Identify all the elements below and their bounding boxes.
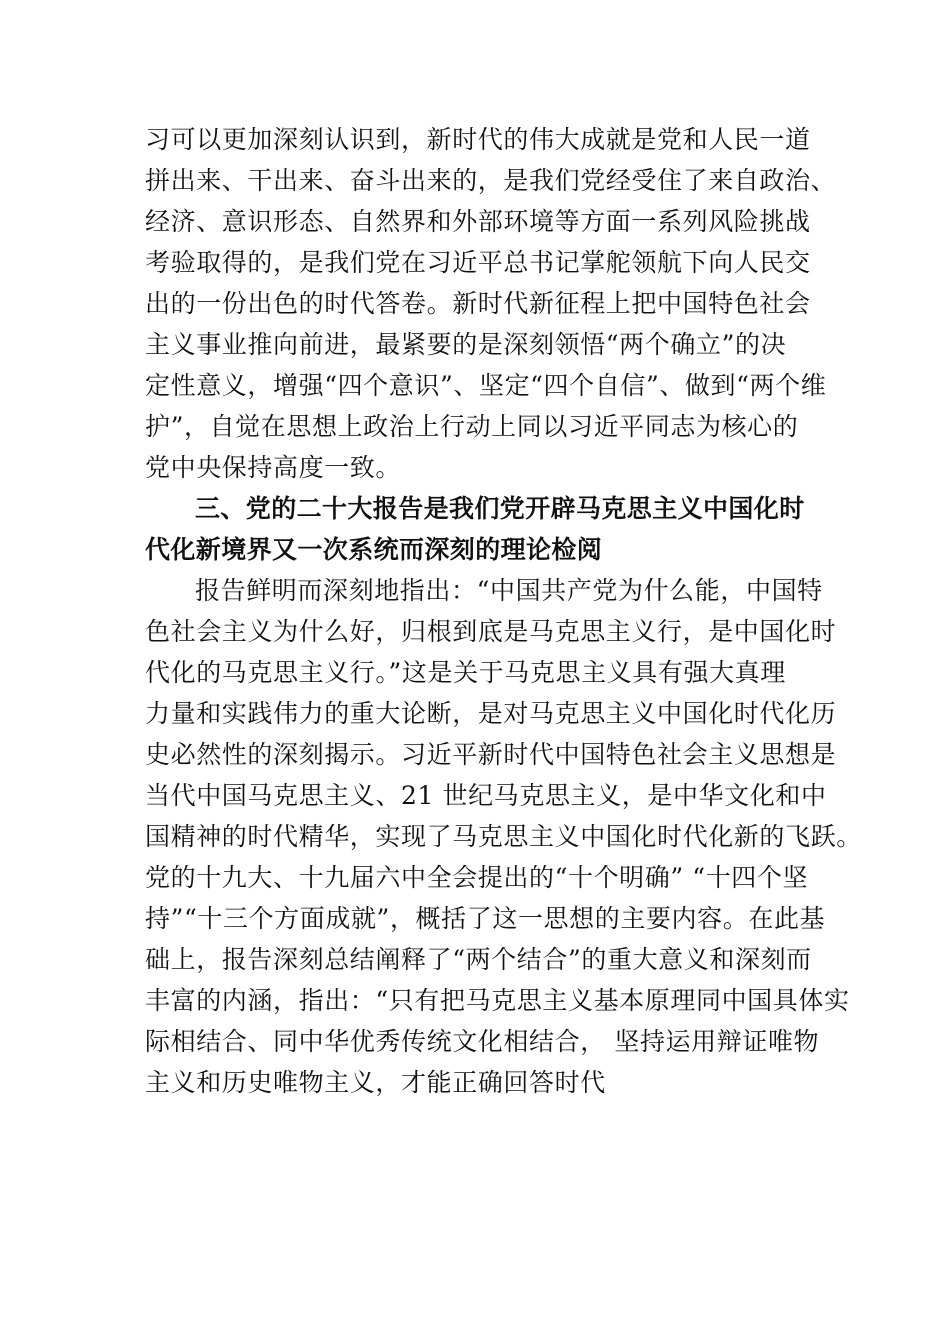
- body-text-line: 础上，报告深刻总结阐释了“两个结合”的重大意义和深刻而: [145, 945, 812, 974]
- body-text-line: 丰富的内涵，指出：“只有把马克思主义基本原理同中国具体实: [145, 986, 850, 1015]
- section-heading-line-2: 代化新境界又一次系统而深刻的理论检阅: [145, 535, 603, 564]
- body-text-line: 经济、意识形态、自然界和外部环境等方面一系列风险挑战: [145, 207, 811, 236]
- body-text-line: 出的一份出色的时代答卷。新时代新征程上把中国特色社会: [145, 289, 811, 318]
- body-text-line: 国精神的时代精华，实现了马克思主义中国化时代化新的飞跃。: [145, 822, 862, 851]
- body-text-line: 主义和历史唯物主义，才能正确回答时代: [145, 1068, 606, 1097]
- body-text-line: 当代中国马克思主义、21 世纪马克思主义，是中华文化和中: [145, 781, 827, 810]
- body-text-line: 代化的马克思主义行。”这是关于马克思主义具有强大真理: [145, 658, 786, 687]
- body-text-line: 色社会主义为什么好，归根到底是马克思主义行，是中国化时: [145, 617, 837, 646]
- body-text-line: 习可以更加深刻认识到，新时代的伟大成就是党和人民一道: [145, 125, 811, 154]
- body-text-line: 拼出来、干出来、奋斗出来的，是我们党经受住了来自政治、: [145, 166, 837, 195]
- body-text-line: 力量和实践伟力的重大论断，是对马克思主义中国化时代化历: [145, 699, 837, 728]
- body-text-line: 定性意义，增强“四个意识”、坚定“四个自信”、做到“两个维: [145, 371, 827, 400]
- body-text-line: 持”“十三个方面成就”，概括了这一思想的主要内容。在此基: [145, 904, 826, 933]
- body-text-line: 考验取得的，是我们党在习近平总书记掌舵领航下向人民交: [145, 248, 811, 277]
- body-text-line: 护”，自觉在思想上政治上行动上同以习近平同志为核心的: [145, 412, 799, 441]
- body-text-line: 主义事业推向前进，最紧要的是深刻领悟“两个确立”的决: [145, 330, 787, 359]
- paragraph-first-line: 报告鲜明而深刻地指出：“中国共产党为什么能，中国特: [195, 576, 823, 605]
- body-text-line: 党的十九大、十九届六中全会提出的“十个明确” “十四个坚: [145, 863, 809, 892]
- body-text-line: 际相结合、同中华优秀传统文化相结合， 坚持运用辩证唯物: [145, 1027, 820, 1056]
- body-text-line: 史必然性的深刻揭示。习近平新时代中国特色社会主义思想是: [145, 740, 837, 769]
- section-heading-line-1: 三、党的二十大报告是我们党开辟马克思主义中国化时: [195, 494, 805, 523]
- body-text-line: 党中央保持高度一致。: [145, 453, 402, 482]
